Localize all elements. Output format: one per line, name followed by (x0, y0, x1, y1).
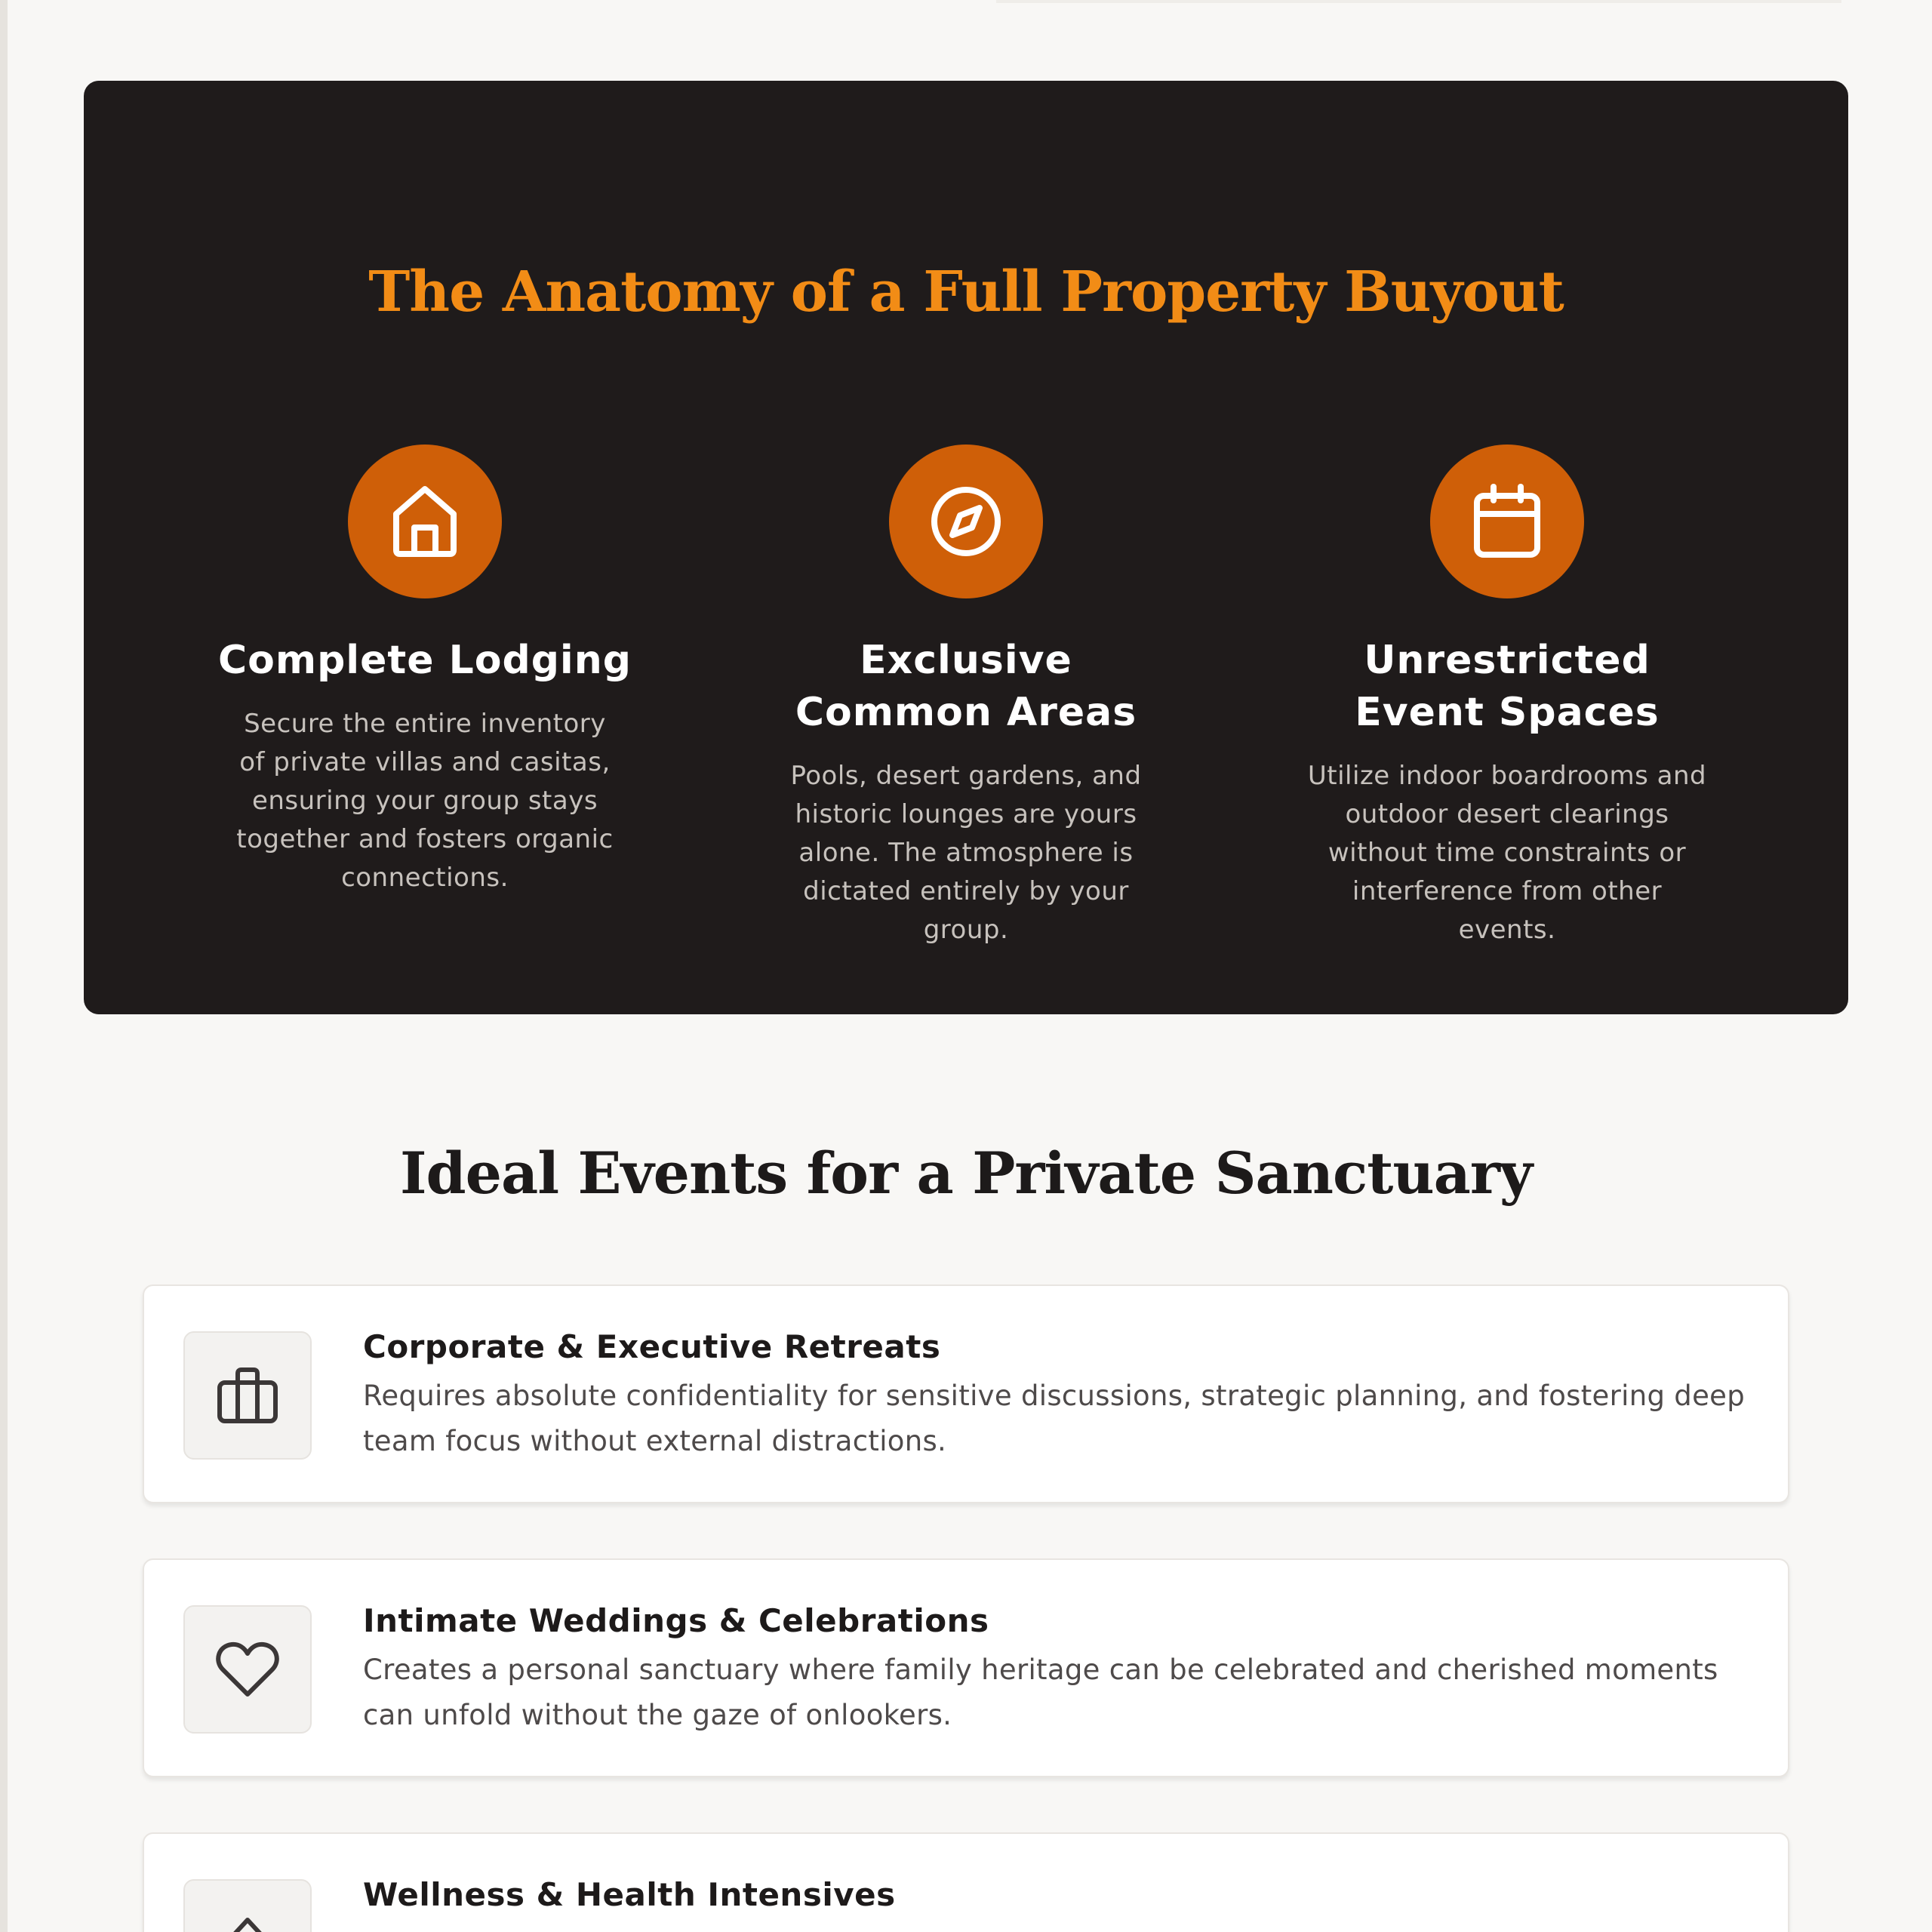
event-card-corporate (143, 1284, 1789, 1503)
event-title: Wellness & Health Intensives (363, 1876, 896, 1913)
feature-text: Utilize indoor boardrooms and outdoor desert clearings without time constraints or interference from other events. (1307, 761, 1707, 945)
buyout-section (84, 81, 1848, 1014)
events-title: Ideal Events for a Private Sanctuary (399, 1140, 1533, 1207)
feature-icon-circle (348, 445, 502, 598)
event-desc: Creates a personal sanctuary where family heritage can be celebrated and cherished moments can unfold without the gaze of onlookers. (363, 1654, 1718, 1731)
heart-icon (216, 1641, 279, 1697)
briefcase-icon (217, 1367, 278, 1423)
feature-event-spaces (1296, 445, 1718, 949)
feature-text: Secure the entire inventory of private villas and casitas, ensuring your group stays together and fosters organic connections. (236, 709, 614, 893)
buyout-title: The Anatomy of a Full Property Buyout (368, 260, 1564, 325)
event-icon-box (183, 1879, 312, 1932)
feature-icon-circle (889, 445, 1043, 598)
event-icon-box (183, 1605, 312, 1734)
feature-common-areas (755, 445, 1177, 949)
top-divider (996, 0, 1841, 3)
event-card-wellness (143, 1832, 1789, 1932)
event-icon-box (183, 1331, 312, 1460)
event-desc: Requires absolute confidentiality for sensitive discussions, strategic planning, and fostering deep team focus without external distractions. (363, 1380, 1745, 1457)
event-card-weddings (143, 1558, 1789, 1777)
feature-title: Exclusive Common Areas (795, 638, 1137, 735)
feature-title: Unrestricted Event Spaces (1355, 638, 1660, 735)
event-title: Intimate Weddings & Celebrations (363, 1602, 989, 1639)
compass-icon (928, 484, 1004, 559)
calendar-icon (1472, 484, 1542, 559)
activity-icon (225, 1914, 270, 1932)
feature-text: Pools, desert gardens, and historic lounges are yours alone. The atmosphere is dictated entirely by your group. (790, 761, 1142, 945)
feature-icon-circle (1430, 445, 1584, 598)
event-title: Corporate & Executive Retreats (363, 1328, 941, 1365)
feature-complete-lodging (214, 445, 636, 897)
home-icon (390, 484, 460, 559)
page-left-border (0, 0, 8, 1932)
feature-title: Complete Lodging (218, 638, 632, 683)
